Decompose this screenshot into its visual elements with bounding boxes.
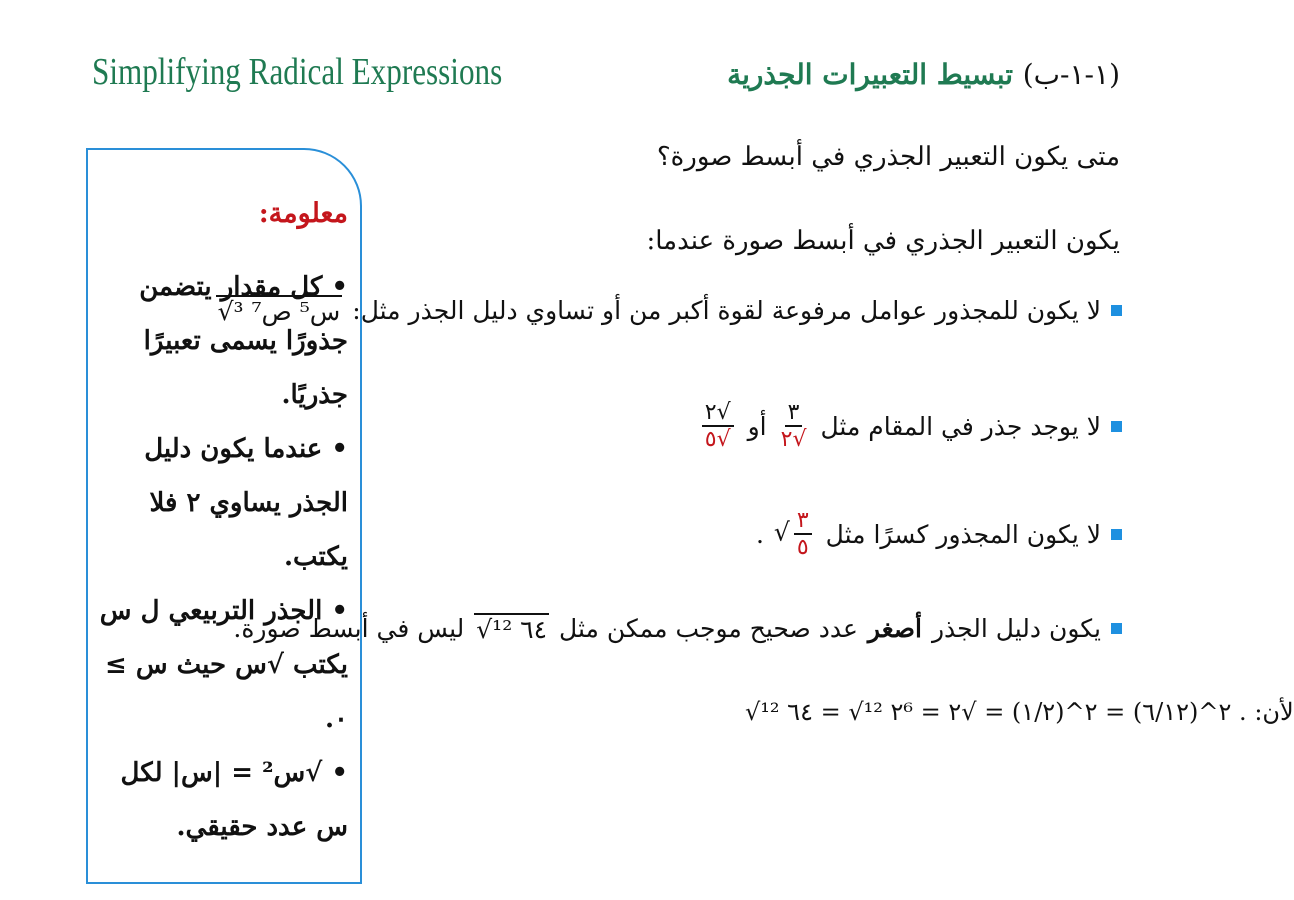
- radical-example: √³ س⁵ ص⁷: [217, 297, 341, 326]
- info-box-title: معلومة:: [258, 198, 348, 229]
- bullet-text-end: ليس في أبسط صورة.: [233, 614, 465, 643]
- numerator: ٣: [785, 400, 803, 427]
- because-line: [745, 698, 1294, 726]
- fraction: [794, 508, 812, 560]
- denominator: √٢: [780, 427, 807, 452]
- fraction-example: [781, 400, 807, 452]
- bullet-item: [698, 400, 1122, 452]
- bullet-text: لا يوجد جذر في المقام مثل: [820, 411, 1101, 441]
- bullet-item: [233, 613, 1122, 644]
- bullet-text: لا يكون المجذور كسرًا مثل: [825, 519, 1101, 549]
- numerator: ٣: [794, 508, 812, 535]
- arabic-title: [727, 58, 1120, 91]
- question: متى يكون التعبير الجذري في أبسط صورة؟: [656, 142, 1120, 172]
- radical-fraction-example: √ $\frac{٣}{٥}$: [774, 508, 816, 560]
- or-word: أو: [747, 411, 767, 441]
- square-bullet-icon: [1111, 529, 1122, 540]
- numerator: √٢: [702, 400, 734, 427]
- bullet-text-start: يكون دليل الجذر: [931, 614, 1101, 643]
- info-item: • عندما يكون دليل الجذر يساوي ٢ فلا يكتب.: [144, 434, 348, 572]
- square-bullet-icon: [1111, 305, 1122, 316]
- bullet-item: [756, 508, 1122, 560]
- because-expression: √¹² ٦٤ = √¹² ٢⁶ = ٢^(٦/١٢) = ٢^(١/٢) = √٢ .: [745, 698, 1247, 726]
- bullet-bold-word: أصغر: [867, 614, 922, 643]
- square-bullet-icon: [1111, 623, 1122, 634]
- radical-example: √¹² ٦٤: [476, 615, 548, 644]
- intro-text: يكون التعبير الجذري في أبسط صورة عندما:: [646, 226, 1120, 256]
- info-item: • √س² = |س| لكل س عدد حقيقي.: [120, 758, 348, 842]
- arabic-title-text: تبسيط التعبيرات الجذرية: [727, 58, 1013, 91]
- section-number: (١-١-ب): [1022, 58, 1120, 91]
- info-box: [86, 148, 362, 884]
- info-box-body: [98, 260, 348, 854]
- denominator: ٥: [796, 535, 809, 560]
- because-label: لأن:: [1254, 698, 1294, 726]
- square-bullet-icon: [1111, 421, 1122, 432]
- info-item: • كل مقدار يتضمن جذورًا يسمى تعبيرًا جذريًا.: [139, 272, 348, 410]
- english-title: Simplifying Radical Expressions: [92, 51, 503, 93]
- denominator: √٥: [704, 427, 731, 452]
- bullet-text-mid: عدد صحيح موجب ممكن مثل: [559, 614, 858, 643]
- period: .: [755, 519, 764, 549]
- bullet-text: لا يكون للمجذور عوامل مرفوعة لقوة أكبر من أو تساوي دليل الجذر مثل:: [352, 296, 1101, 325]
- info-item: • الجذر التربيعي ل س يكتب √س حيث س ≥ ٠.: [99, 596, 348, 734]
- fraction-example: [702, 400, 734, 452]
